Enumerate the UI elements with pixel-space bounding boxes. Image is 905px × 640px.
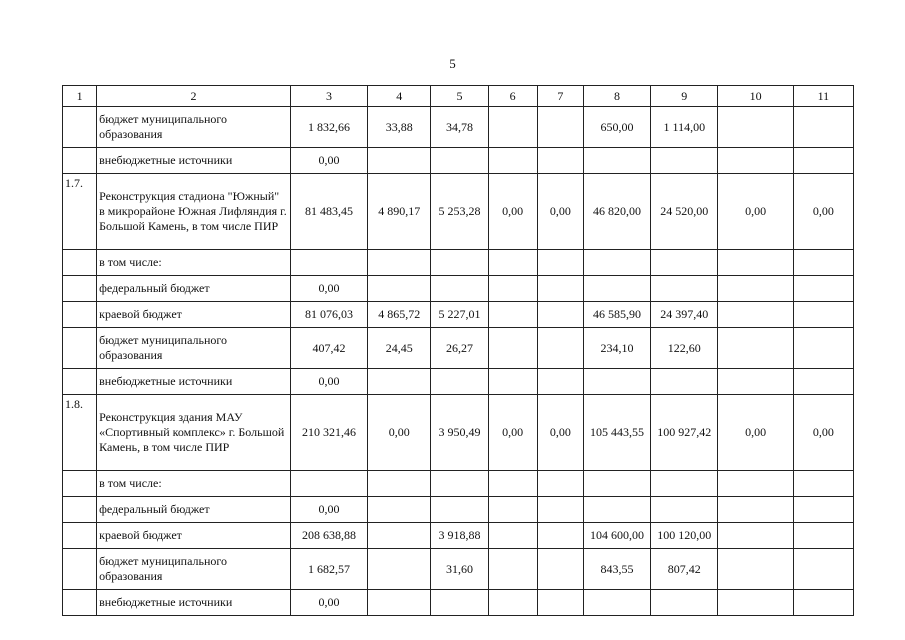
row-name: федеральный бюджет [97, 497, 291, 523]
table-cell: 5 227,01 [431, 302, 488, 328]
table-cell: 33,88 [368, 107, 431, 148]
table-cell [793, 148, 853, 174]
table-cell [368, 369, 431, 395]
table-row [63, 276, 854, 302]
table-cell [431, 497, 488, 523]
table-cell [431, 148, 488, 174]
table-cell [718, 148, 793, 174]
table-row [63, 148, 854, 174]
table-cell: 234,10 [583, 328, 650, 369]
table-cell [537, 328, 583, 369]
table-cell: 1 832,66 [290, 107, 367, 148]
table-cell [583, 590, 650, 616]
table-cell: 3 950,49 [431, 395, 488, 471]
table-cell [651, 369, 718, 395]
table-cell [718, 369, 793, 395]
table-row [63, 328, 854, 369]
table-cell [718, 302, 793, 328]
table-row [63, 174, 854, 250]
table-cell: 1 114,00 [651, 107, 718, 148]
table-cell: 0,00 [290, 369, 367, 395]
row-name: внебюджетные источники [97, 369, 291, 395]
row-name: Реконструкция стадиона "Южный" в микрорайоне Южная Лифляндия г. Большой Камень, в том числе ПИР [97, 174, 291, 250]
table-cell [651, 471, 718, 497]
table-header-row [63, 86, 854, 107]
table-row [63, 107, 854, 148]
table-cell: 0,00 [290, 276, 367, 302]
row-number [63, 276, 97, 302]
row-name: краевой бюджет [97, 523, 291, 549]
table-cell: 24 520,00 [651, 174, 718, 250]
table-cell [537, 302, 583, 328]
table-cell [793, 549, 853, 590]
row-name: внебюджетные источники [97, 148, 291, 174]
table-cell [368, 497, 431, 523]
table-cell [368, 590, 431, 616]
page-number: 5 [449, 56, 456, 71]
table-cell [537, 523, 583, 549]
table-cell [537, 369, 583, 395]
table-row [63, 369, 854, 395]
table-cell: 4 865,72 [368, 302, 431, 328]
table-cell [431, 369, 488, 395]
column-header: 1 [63, 86, 97, 107]
table-cell: 104 600,00 [583, 523, 650, 549]
table-cell: 0,00 [290, 148, 367, 174]
table-cell: 0,00 [290, 497, 367, 523]
table-cell [368, 276, 431, 302]
table-cell [488, 107, 537, 148]
table-cell [583, 497, 650, 523]
column-header: 6 [488, 86, 537, 107]
row-name: бюджет муниципального образования [97, 107, 291, 148]
table-cell [537, 497, 583, 523]
table-cell [793, 250, 853, 276]
table-cell [651, 276, 718, 302]
table-cell [651, 497, 718, 523]
row-number [63, 328, 97, 369]
table-cell [718, 549, 793, 590]
table-cell: 0,00 [718, 395, 793, 471]
table-cell [651, 590, 718, 616]
table-cell [718, 523, 793, 549]
column-header: 7 [537, 86, 583, 107]
table-cell [537, 148, 583, 174]
column-header: 10 [718, 86, 793, 107]
table-cell [488, 328, 537, 369]
table-cell [718, 250, 793, 276]
table-cell: 1 682,57 [290, 549, 367, 590]
table-cell [368, 471, 431, 497]
table-cell [537, 549, 583, 590]
table-cell: 4 890,17 [368, 174, 431, 250]
table-cell: 100 927,42 [651, 395, 718, 471]
table-row [63, 590, 854, 616]
table-cell [583, 471, 650, 497]
row-number [63, 549, 97, 590]
table-row [63, 523, 854, 549]
table-cell: 24,45 [368, 328, 431, 369]
table-cell: 0,00 [488, 174, 537, 250]
row-name: краевой бюджет [97, 302, 291, 328]
row-number [63, 148, 97, 174]
table-cell: 26,27 [431, 328, 488, 369]
table-cell [537, 471, 583, 497]
table-cell [583, 148, 650, 174]
row-name: внебюджетные источники [97, 590, 291, 616]
row-number: 1.8. [63, 395, 97, 471]
table-cell: 0,00 [793, 174, 853, 250]
table-cell [718, 471, 793, 497]
table-cell: 46 585,90 [583, 302, 650, 328]
table-cell [793, 523, 853, 549]
table-cell: 34,78 [431, 107, 488, 148]
table-cell [793, 107, 853, 148]
table-cell: 24 397,40 [651, 302, 718, 328]
table-cell [488, 471, 537, 497]
table-cell [431, 276, 488, 302]
table-cell: 100 120,00 [651, 523, 718, 549]
table-cell [718, 497, 793, 523]
table-cell [290, 250, 367, 276]
table-cell [290, 471, 367, 497]
row-number [63, 107, 97, 148]
row-number [63, 302, 97, 328]
table-cell: 81 076,03 [290, 302, 367, 328]
table-cell [488, 250, 537, 276]
table-cell [718, 107, 793, 148]
row-number [63, 523, 97, 549]
table-cell: 5 253,28 [431, 174, 488, 250]
table-row [63, 302, 854, 328]
table-cell [368, 250, 431, 276]
table-cell [793, 276, 853, 302]
budget-table [62, 85, 854, 616]
row-number [63, 590, 97, 616]
row-number [63, 369, 97, 395]
table-cell [368, 148, 431, 174]
row-name: в том числе: [97, 471, 291, 497]
table-cell: 0,00 [537, 174, 583, 250]
table-row [63, 471, 854, 497]
row-name: в том числе: [97, 250, 291, 276]
table-cell [488, 549, 537, 590]
table-cell [537, 250, 583, 276]
row-number: 1.7. [63, 174, 97, 250]
row-name: бюджет муниципального образования [97, 328, 291, 369]
table-cell: 81 483,45 [290, 174, 367, 250]
table-cell [793, 590, 853, 616]
table-cell [368, 549, 431, 590]
column-header: 11 [793, 86, 853, 107]
table-cell: 0,00 [290, 590, 367, 616]
table-cell: 0,00 [368, 395, 431, 471]
row-number [63, 250, 97, 276]
row-name: Реконструкция здания МАУ «Спортивный комплекс» г. Большой Камень, в том числе ПИР [97, 395, 291, 471]
table-cell: 0,00 [488, 395, 537, 471]
table-cell [368, 523, 431, 549]
column-header: 8 [583, 86, 650, 107]
table-cell [488, 497, 537, 523]
table-cell: 3 918,88 [431, 523, 488, 549]
table-cell [488, 523, 537, 549]
table-cell: 807,42 [651, 549, 718, 590]
row-number [63, 497, 97, 523]
table-cell [718, 328, 793, 369]
table-cell: 210 321,46 [290, 395, 367, 471]
column-header: 9 [651, 86, 718, 107]
table-cell [488, 276, 537, 302]
table-cell [583, 276, 650, 302]
table-cell [488, 369, 537, 395]
table-cell [488, 302, 537, 328]
column-header: 4 [368, 86, 431, 107]
table-cell: 122,60 [651, 328, 718, 369]
row-name: бюджет муниципального образования [97, 549, 291, 590]
table-cell: 843,55 [583, 549, 650, 590]
row-name: федеральный бюджет [97, 276, 291, 302]
table-cell [431, 471, 488, 497]
table-row [63, 395, 854, 471]
table-cell: 105 443,55 [583, 395, 650, 471]
table-cell [793, 471, 853, 497]
table-cell: 46 820,00 [583, 174, 650, 250]
table-cell [793, 328, 853, 369]
column-header: 2 [97, 86, 291, 107]
table-cell [488, 148, 537, 174]
table-cell: 31,60 [431, 549, 488, 590]
table-cell [431, 250, 488, 276]
table-cell [793, 497, 853, 523]
table-cell [793, 369, 853, 395]
table-cell: 407,42 [290, 328, 367, 369]
table-row [63, 250, 854, 276]
table-cell [718, 276, 793, 302]
table-cell [793, 302, 853, 328]
table-row [63, 549, 854, 590]
table-cell [431, 590, 488, 616]
table-cell: 0,00 [793, 395, 853, 471]
table-row [63, 497, 854, 523]
table-cell: 650,00 [583, 107, 650, 148]
table-cell [537, 276, 583, 302]
column-header: 3 [290, 86, 367, 107]
column-header: 5 [431, 86, 488, 107]
table-cell [583, 250, 650, 276]
table-cell: 0,00 [718, 174, 793, 250]
table-cell [537, 107, 583, 148]
table-cell [537, 590, 583, 616]
table-cell [583, 369, 650, 395]
table-cell [651, 250, 718, 276]
table-cell [488, 590, 537, 616]
table-cell [651, 148, 718, 174]
table-cell [718, 590, 793, 616]
table-cell: 208 638,88 [290, 523, 367, 549]
row-number [63, 471, 97, 497]
table-cell: 0,00 [537, 395, 583, 471]
